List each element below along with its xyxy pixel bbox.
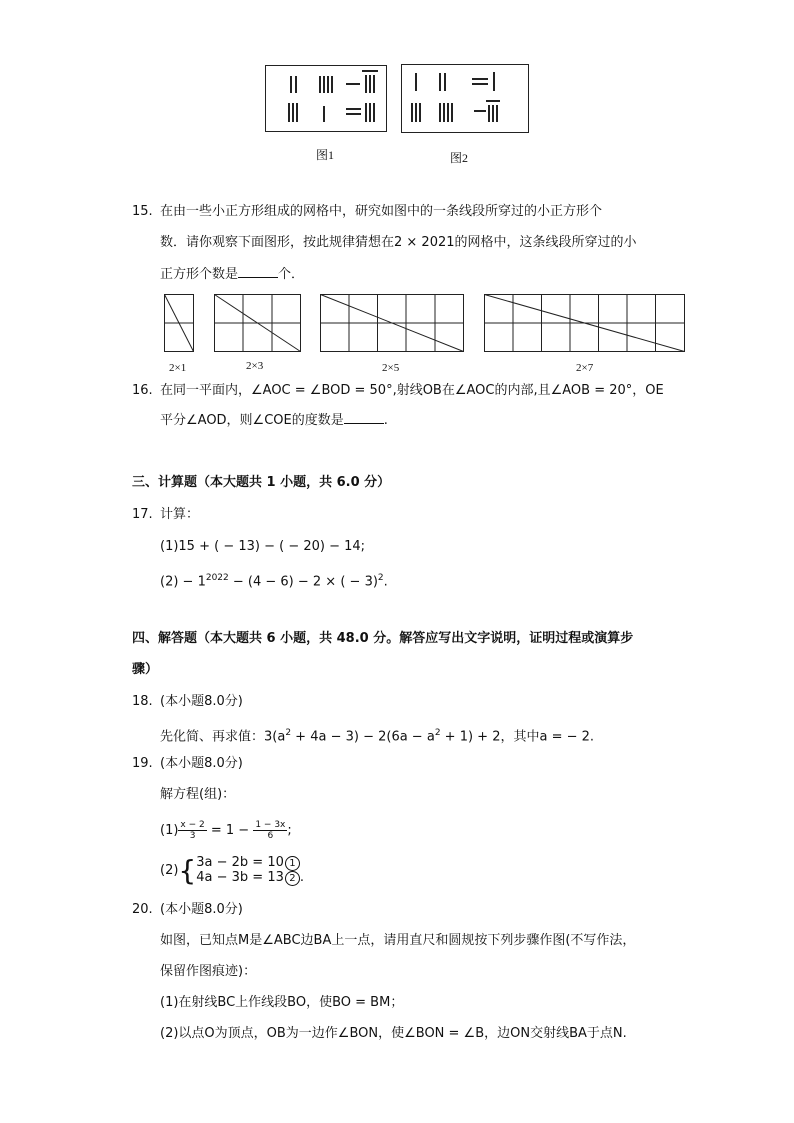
system-brace: { — [178, 854, 197, 887]
q15-line1: 在由一些小正方形组成的网格中，研究如图中的一条线段所穿过的小正方形个 — [160, 204, 603, 219]
q15-line3 — [160, 265, 304, 285]
q16-line1: 在同一平面内，∠AOC = ∠BOD = 50°,射线OB在∠AOC的内部,且∠AOB = 20°，OE — [160, 383, 664, 398]
grid-2x1 — [164, 294, 194, 352]
section-4-title-cont: 骤） — [132, 662, 159, 677]
grid-label-2x7: 2×7 — [576, 362, 594, 374]
q20-part2: (2)以点O为顶点，OB为一边作∠BON，使∠BON = ∠B，边ON交射线BA于点N. — [160, 1026, 627, 1041]
q15-number: 15. — [132, 204, 153, 219]
answer-blank — [344, 411, 384, 424]
rod-numerals-2 — [402, 65, 528, 132]
fraction-2-num: 1 − 3x — [255, 820, 286, 830]
q16-line2-text: 平分∠AOD，则∠COE的度数是 — [160, 413, 344, 428]
q19-number: 19. — [132, 756, 153, 771]
section-4-title: 四、解答题（本大题共 6 小题，共 48.0 分。解答应写出文字说明，证明过程或演算步 — [132, 631, 634, 646]
q19-part1-label: (1) — [160, 823, 179, 838]
q16-line2 — [160, 411, 388, 431]
equation-2-text: 4a − 3b = 13 — [196, 870, 284, 885]
q17-number: 17. — [132, 507, 153, 522]
fraction-1-num: x − 2 — [180, 820, 205, 830]
q16-line2-end: . — [383, 413, 388, 428]
q20-score: (本小题8.0分) — [160, 902, 243, 917]
q17-part2-b: − (4 − 6) − 2 × ( − 3) — [228, 574, 378, 590]
q17-part2-exp: 2022 — [205, 573, 229, 583]
q15-line2: 数．请你观察下面图形，按此规律猜想在2 × 2021的网格中，这条线段所穿过的小 — [160, 235, 637, 250]
grid-2x3 — [214, 294, 302, 352]
equation-1 — [196, 856, 304, 871]
grid-label-2x5: 2×5 — [382, 362, 400, 374]
rod-numerals-1 — [266, 66, 386, 131]
figure-2 — [401, 64, 529, 133]
circled-number-1: 1 — [285, 856, 300, 871]
fraction-2-den: 6 — [267, 831, 274, 841]
q17-part2-exp2: 2 — [377, 573, 384, 583]
q15-line3-end: 个． — [278, 267, 305, 282]
q19-part2-label: (2) — [160, 863, 179, 878]
q18-text — [160, 723, 594, 747]
q15-line3-text: 正方形个数是 — [160, 267, 239, 282]
answer-blank — [238, 265, 278, 278]
q19-intro: 解方程(组)： — [160, 787, 236, 802]
q20-line2: 保留作图痕迹)： — [160, 964, 257, 979]
q19-part1 — [160, 818, 292, 844]
fraction-2 — [253, 820, 287, 841]
q18-score: (本小题8.0分) — [160, 694, 243, 709]
q19-part2 — [160, 856, 304, 886]
q17-part2-c: . — [383, 574, 388, 590]
grid-label-2x3: 2×3 — [246, 360, 264, 372]
q17-part2-a: (2) − 1 — [160, 574, 206, 590]
q18-text-c: + 1) + 2，其中a = − 2. — [440, 729, 595, 745]
equation-2 — [196, 871, 304, 886]
circled-number-2: 2 — [285, 871, 300, 886]
figure-2-caption: 图2 — [450, 151, 469, 165]
equation-system — [196, 856, 304, 886]
fraction-1-den: 3 — [189, 831, 196, 841]
figure-1 — [265, 65, 387, 132]
q17-part2 — [160, 568, 388, 592]
q19-part2-end: . — [299, 870, 305, 885]
q19-part1-end: ; — [287, 823, 292, 838]
q18-number: 18. — [132, 694, 153, 709]
figure-1-caption: 图1 — [316, 148, 335, 162]
section-3-title: 三、计算题（本大题共 1 小题，共 6.0 分） — [132, 475, 391, 490]
q20-part1: (1)在射线BC上作线段BO，使BO = BM； — [160, 995, 404, 1010]
q20-line1: 如图，已知点M是∠ABC边BA上一点，请用直尺和圆规按下列步骤作图(不写作法， — [160, 933, 636, 948]
grid-2x5 — [320, 294, 465, 352]
q16-number: 16. — [132, 383, 153, 398]
grid-2x7 — [484, 294, 686, 352]
q19-part1-mid: = 1 − — [206, 823, 254, 838]
grid-label-2x1: 2×1 — [169, 362, 187, 374]
equation-1-text: 3a − 2b = 10 — [196, 855, 284, 870]
q19-score: (本小题8.0分) — [160, 756, 243, 771]
q18-sup2: 2 — [434, 728, 441, 738]
q18-sup1: 2 — [285, 728, 292, 738]
q18-text-b: + 4a − 3) − 2(6a − a — [291, 729, 435, 745]
q17-part1: (1)15 + ( − 13) − ( − 20) − 14; — [160, 539, 366, 554]
q17-intro: 计算： — [160, 507, 200, 522]
fraction-1 — [178, 820, 206, 841]
q20-number: 20. — [132, 902, 153, 917]
q18-text-a: 先化简、再求值：3(a — [160, 729, 286, 745]
